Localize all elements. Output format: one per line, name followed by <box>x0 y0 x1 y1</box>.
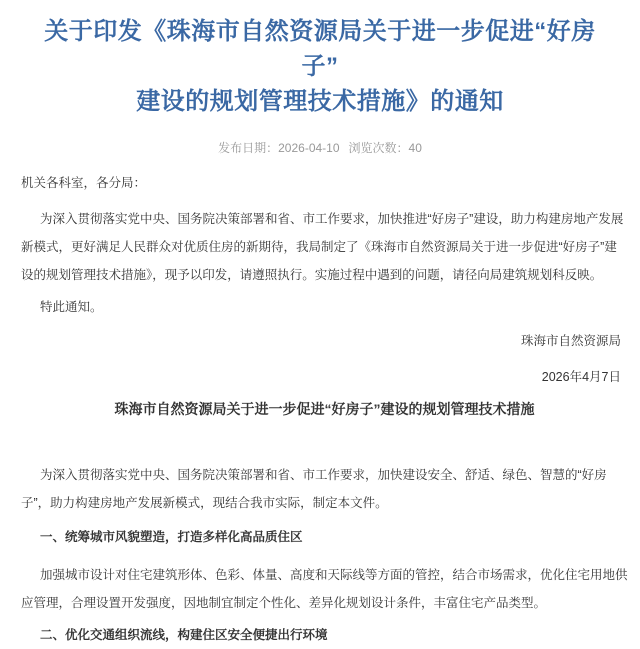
paragraph-intro: 为深入贯彻落实党中央、国务院决策部署和省、市工作要求，加快推进“好房子”建设，助力构建房地产发展新模式，更好满足人民群众对优质住房的新期待，我局制定了《珠海市自然资源局关于进一步促进“好房子”建设的规划管理技术措施》，现予以印发，请遵照执行。实施过程中遇到的问题，请径向局建筑规划科反映。 <box>21 212 624 282</box>
paragraph-purpose: 为深入贯彻落实党中央、国务院决策部署和省、市工作要求，加快建设安全、舒适、绿色、智慧的“好房子”，助力构建房地产发展新模式，现结合我市实际，制定本文件。 <box>21 468 607 510</box>
page-title-line-1: 关于印发《珠海市自然资源局关于进一步促进“好房子” <box>44 18 596 80</box>
views-value: 40 <box>408 141 422 155</box>
document-title: 珠海市自然资源局关于进一步促进“好房子”建设的规划管理技术措施 <box>114 401 535 417</box>
publish-date-value: 2026-04-10 <box>278 141 340 155</box>
paragraph-notice: 特此通知。 <box>40 300 103 314</box>
signature-date: 2026年4月7日 <box>541 370 621 384</box>
notice-page <box>0 14 640 642</box>
section-heading-1: 一、统筹城市风貌塑造，打造多样化高品质住区 <box>40 530 303 544</box>
signature-organization: 珠海市自然资源局 <box>520 334 621 348</box>
publish-date-label: 发布日期： <box>218 141 279 155</box>
page-title <box>26 14 614 119</box>
notice-body <box>21 169 628 649</box>
paragraph-section-1: 加强城市设计对住宅建筑形体、色彩、体量、高度和天际线等方面的管控，结合市场需求，优化住宅用地供应管理，合理设置开发强度，因地制宜制定个性化、差异化规划设计条件，丰富住宅产品类型。 <box>21 568 628 610</box>
page-title-line-2: 建设的规划管理技术措施》的通知 <box>136 88 504 115</box>
section-heading-2: 二、优化交通组织流线，构建住区安全便捷出行环境 <box>40 628 328 642</box>
salutation: 机关各科室，各分局： <box>21 176 147 190</box>
views-label: 浏览次数： <box>348 141 409 155</box>
article-meta <box>0 140 640 156</box>
